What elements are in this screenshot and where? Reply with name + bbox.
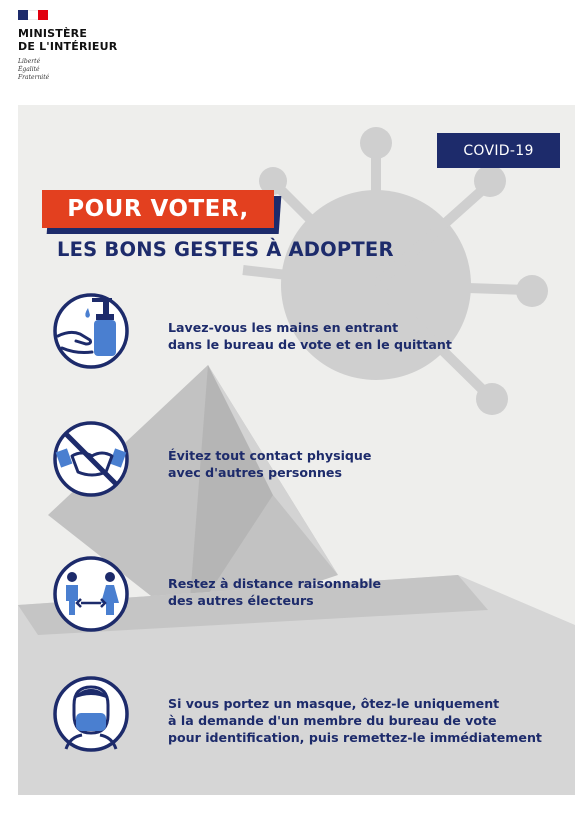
covid-badge: COVID-19 [437,133,560,168]
french-flag-icon [18,10,48,20]
ministry-name-line1: MINISTÈRE [18,27,88,40]
motto-liberte: Liberté [18,58,41,65]
face-mask-icon [52,675,130,753]
hand-sanitizer-icon [52,292,130,370]
motto-egalite: Égalité [18,66,40,73]
ministry-logo [18,10,178,90]
gesture-text-mask: Si vous portez un masque, ôtez-le uniquement à la demande d'un membre du bureau de vote pour identification, puis remettez-le immédiatement [168,696,542,745]
ministry-name-line2: DE L'INTÉRIEUR [18,40,118,53]
gesture-text-wash-hands: Lavez-vous les mains en entrant dans le bureau de vote et en le quittant [168,320,452,352]
gesture-text-no-contact: Évitez tout contact physique avec d'autres personnes [168,448,372,480]
no-handshake-icon [52,420,130,498]
page-title: POUR VOTER, [42,190,274,228]
motto-fraternite: Fraternité [18,74,50,81]
distance-icon [52,555,130,633]
gesture-text-distance: Restez à distance raisonnable des autres électeurs [168,576,382,608]
page-subtitle: LES BONS GESTES À ADOPTER [57,238,394,261]
